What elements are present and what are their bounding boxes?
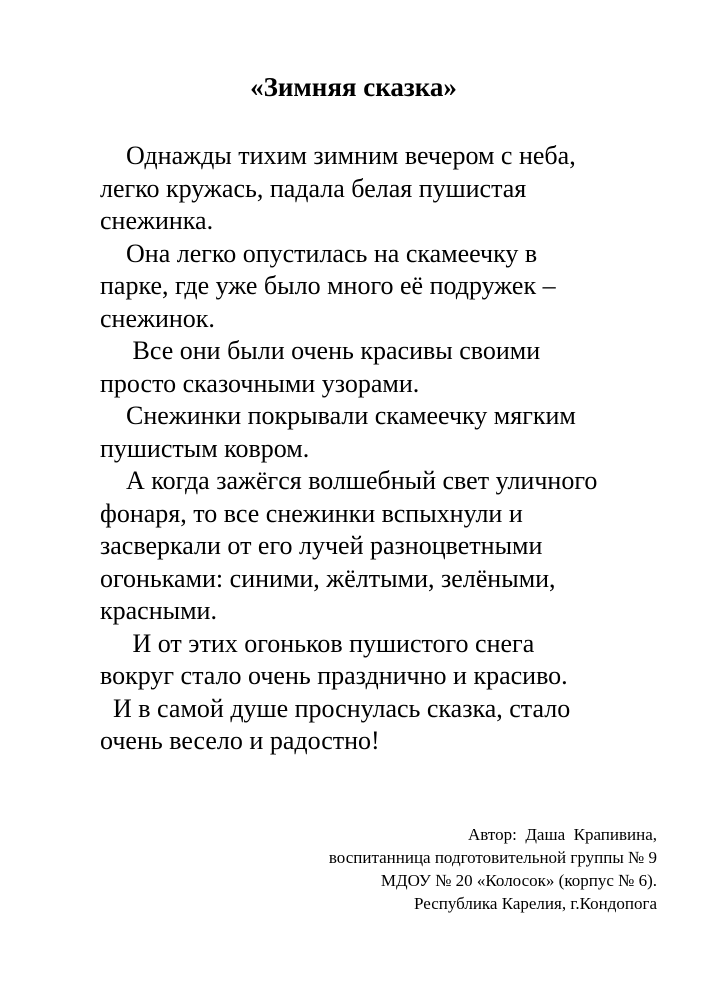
credit-school: МДОУ № 20 «Колосок» (корпус № 6). [380,871,657,890]
story-line: фонаря, то все снежинки вспыхнули и [100,498,523,528]
story-line: парке, где уже было много её подружек – [100,271,556,300]
credit-group: воспитанница подготовительной группы № 9 [328,848,657,867]
story-line: пушистым ковром. [100,433,310,463]
story-line: И от этих огоньков пушистого снега [100,628,535,658]
story-line: легко кружась, падала белая пушистая [100,173,527,203]
story-line: просто сказочными узорами. [100,368,420,398]
story-line: Все они были очень красивы своими [100,336,541,365]
story-line: красными. [100,596,217,625]
story-line: Снежинки покрывали скамеечку мягким [100,401,576,430]
story-line: А когда зажёгся волшебный свет уличного [100,466,598,495]
story-line: Однажды тихим зимним вечером с неба, [100,141,576,170]
story-text [100,140,680,758]
story-line: Она легко опустилась на скамеечку в [100,238,538,268]
story-line: снежинка. [100,206,214,235]
document-title: «Зимняя сказка» [250,72,457,102]
story-line: снежинок. [100,303,215,333]
credit-author: Автор: Даша Крапивина, [468,825,657,844]
story-line: И в самой душе проснулась сказка, стало [100,693,571,723]
story-line: вокруг стало очень празднично и красиво. [100,661,568,690]
story-line: огоньками: синими, жёлтыми, зелёными, [100,563,556,593]
story-line: очень весело и радостно! [100,726,380,755]
credit-location: Республика Карелия, г.Кондопога [414,894,657,913]
author-credits [197,823,657,915]
story-line: засверкали от его лучей разноцветными [100,531,543,560]
